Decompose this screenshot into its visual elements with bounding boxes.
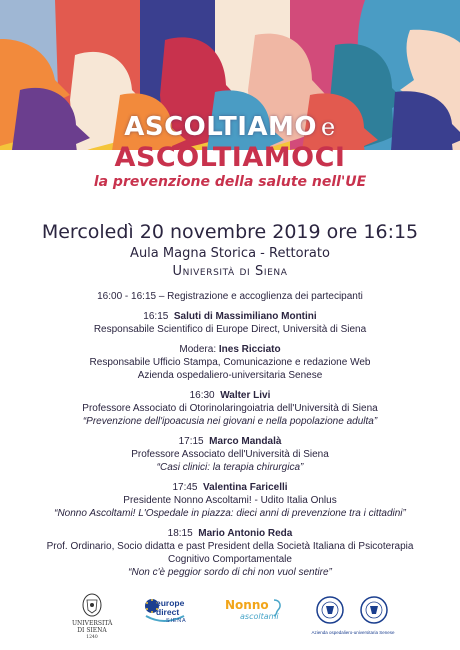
- item-role: Professore Associato dell'Università di Siena: [131, 449, 329, 460]
- ascoltami-text: ascoltami: [240, 612, 279, 621]
- event-venue: Aula Magna Storica - Rettorato: [130, 246, 330, 261]
- footer-logos: [0, 592, 460, 646]
- item-text: – Registrazione e accoglienza dei partecipanti: [158, 291, 363, 302]
- item-time: 16:15: [143, 311, 169, 322]
- item-name: Walter Livi: [220, 390, 271, 401]
- title-block: [0, 112, 460, 191]
- item-role: Presidente Nonno Ascoltami! - Udito Italia Onlus: [123, 495, 337, 506]
- hospital-seals-icon: [310, 592, 396, 630]
- item-role-2: Cognitivo Comportamentale: [168, 554, 292, 565]
- program-item: [0, 343, 460, 382]
- item-label: Modera:: [179, 344, 217, 355]
- item-role: Professore Associato di Otorinolaringoiatria dell'Università di Siena: [82, 403, 378, 414]
- item-talk: “Prevenzione dell'ipoacusia nei giovani e nella popolazione adulta”: [82, 416, 378, 427]
- unisi-year: 1240: [86, 635, 98, 640]
- event-date: Mercoledì 20 novembre 2019 ore 16:15: [41, 221, 419, 243]
- nonno-text: Nonno: [225, 598, 269, 612]
- item-time: 18:15: [167, 528, 193, 539]
- item-time: 17:15: [178, 436, 204, 447]
- subtitle: la prevenzione della salute nell'UE: [93, 174, 367, 190]
- program-item: [0, 435, 460, 474]
- program-item: [0, 310, 460, 336]
- europe-direct-siena: SIENA: [166, 618, 187, 624]
- unisi-crest-icon: [72, 592, 112, 618]
- direct-text: direct: [156, 607, 180, 617]
- item-role-2: Azienda ospedaliero-universitaria Senese: [137, 370, 323, 381]
- item-name: Valentina Faricelli: [203, 482, 288, 493]
- item-name: Mario Antonio Reda: [198, 528, 293, 539]
- title-line-2: ASCOLTIAMOCI: [114, 142, 346, 173]
- item-name: Marco Mandalà: [209, 436, 282, 447]
- event-info: [0, 220, 460, 281]
- aou-senese-logo: [310, 592, 396, 635]
- item-role: Prof. Ordinario, Socio didatta e past President della Società Italiana di Psicoterapia: [46, 541, 414, 552]
- program-item: [0, 527, 460, 579]
- item-time: 17:45: [172, 482, 198, 493]
- unisi-name-2: DI SIENA: [77, 627, 107, 634]
- program-item: [0, 290, 460, 303]
- title-ascoltiamo: ASCOLTIAMO: [124, 112, 318, 142]
- item-name: Ines Ricciato: [218, 344, 281, 355]
- item-talk: “Non c'è peggior sordo di chi non vuol sentire”: [128, 567, 332, 578]
- title-conjunction: e: [321, 113, 336, 141]
- europe-text: europe: [156, 598, 185, 608]
- title-line-1: [0, 112, 460, 142]
- nonno-ascoltami-logo: [222, 592, 286, 633]
- europe-direct-text: [156, 599, 184, 617]
- item-talk: “Nonno Ascoltami! L'Ospedale in piazza: dieci anni di prevenzione tra i cittadini”: [54, 508, 406, 519]
- item-role: Responsabile Ufficio Stampa, Comunicazione e redazione Web: [89, 357, 371, 368]
- event-university: Università di Siena: [172, 264, 288, 279]
- item-talk: “Casi clinici: la terapia chirurgica”: [156, 462, 304, 473]
- europe-direct-logo: [144, 592, 200, 633]
- unisi-name-1: UNIVERSITÀ: [72, 620, 113, 627]
- item-name: Saluti di Massimiliano Montini: [173, 311, 317, 322]
- header-illustration: [0, 0, 460, 200]
- item-time: 16:30: [189, 390, 215, 401]
- item-time: 16:00 - 16:15: [97, 291, 157, 302]
- program: [0, 290, 460, 586]
- program-item: [0, 389, 460, 428]
- aou-name: Azienda ospedaliero-universitaria Senese: [311, 630, 395, 635]
- item-role: Responsabile Scientifico di Europe Direct, Università di Siena: [93, 324, 367, 335]
- program-item: [0, 481, 460, 520]
- unisi-logo: [72, 592, 112, 641]
